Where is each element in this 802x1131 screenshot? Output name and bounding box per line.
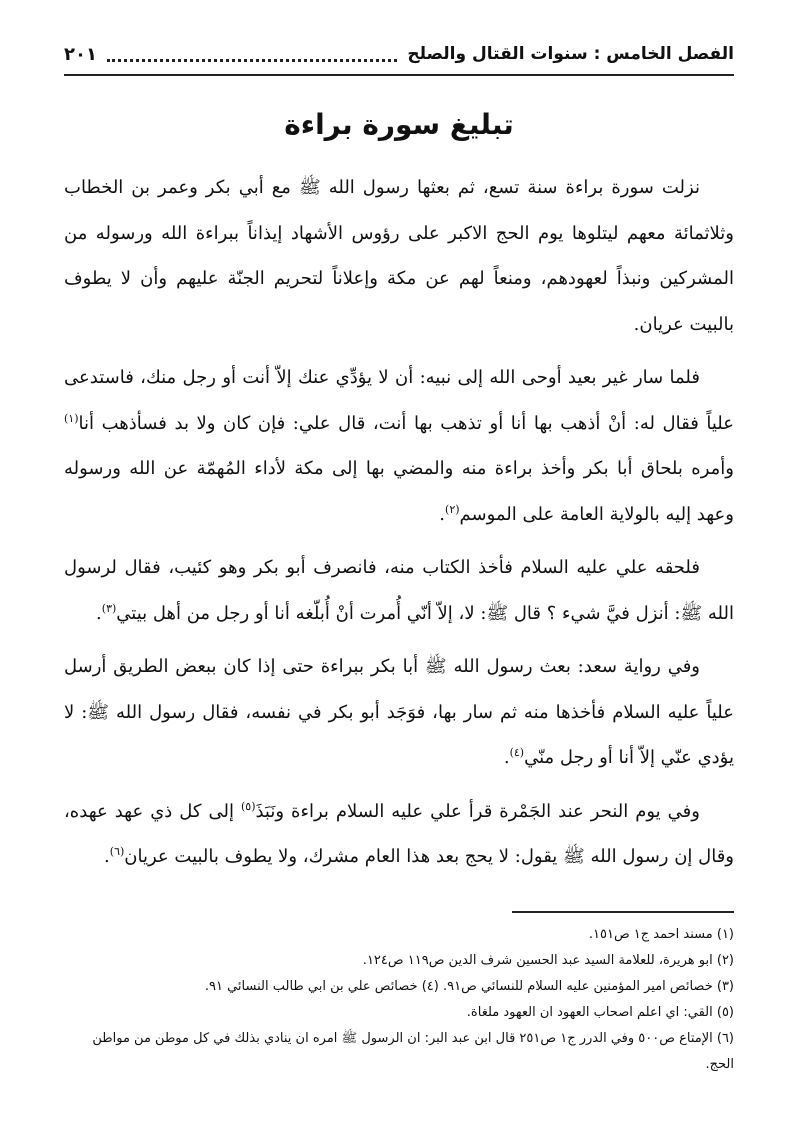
paragraph-text: وأمره بلحاق أبا بكر وأخذ براءة منه والمضي بها إلى مكة لأداء المُهمّة عن الله ورسوله وعهد إليه بالولاية العامة على الموسم <box>64 458 734 525</box>
paragraph <box>64 789 734 880</box>
footnote: (٢) ابو هريرة، للعلامة السيد عبد الحسين شرف الدين ص١١٩ ص١٢٤. <box>362 953 734 968</box>
paragraph-text: فلما سار غير بعيد أوحى الله إلى نبيه: أن لا يؤدِّي عنك إلاّ أنت أو رجل منك، فاستدعى علياً فقال له: أنْ أذهب بها أنا أو تذهب بها أنت، قال علي: فإن كان ولا بد فسأذهب أنا <box>64 367 734 434</box>
footnote-rule <box>512 911 734 913</box>
paragraph <box>64 545 734 636</box>
paragraph-text: . <box>439 503 446 525</box>
running-header <box>64 34 734 74</box>
footnote: (٦) الإمتاع ص٥٠٠ وفي الدرر ج١ ص٢٥١ قال ابن عبد البر: ان الرسول ﷺ امره ان ينادي بذلك في كل موطن من مواطن الحج. <box>92 1031 734 1072</box>
footnote: (١) مسند احمد ج١ ص١٥١. <box>588 927 734 942</box>
paragraph-text: . <box>503 747 510 768</box>
paragraph-text: وفي رواية سعد: بعث رسول الله ﷺ أبا بكر ببراءة حتى إذا كان ببعض الطريق أرسل علياً عليه السلام فأخذها منه ثم سار بها، فوَجَد أبو بكر في نفسه، فقال رسول الله ﷺ: لا يؤدي عنّي إلاّ أنا أو رجل منّي <box>64 656 734 768</box>
leader-dots <box>107 47 397 62</box>
paragraph-text: نزلت سورة براءة سنة تسع، ثم بعثها رسول الله ﷺ مع أبي بكر وعمر بن الخطاب وثلاثمائة معهم ليتلوها يوم الحج الاكبر على رؤوس الأشهاد إيذاناً ببراءة الله ورسوله من المشركين ونبذاً لعهودهم، ومنعاً لهم عن مكة وإعلاناً لتحريم الجنّة عليهم وأن لا يطوف بالبيت عريان. <box>64 177 734 335</box>
footnote-ref: (٣) <box>101 601 117 615</box>
footnote-ref: (٢) <box>445 502 460 516</box>
footnote-ref: (١) <box>64 411 79 425</box>
footnote: (٥) القي: اي اعلم اصحاب العهود ان العهود ملغاة. <box>466 1005 734 1020</box>
header-rule <box>64 74 734 76</box>
paragraph <box>64 644 734 781</box>
footnote-ref: (٥) <box>240 799 256 813</box>
paragraph-text: وفي يوم النحر عند الجَمْرة قرأ علي عليه السلام براءة ونَبَذَ <box>255 800 700 822</box>
body-text <box>64 165 734 888</box>
footnote-ref: (٦) <box>109 845 125 858</box>
footnotes <box>64 922 734 1078</box>
section-title: تبليغ سورة براءة <box>284 108 514 141</box>
running-title: الفصل الخامس : سنوات القتال والصلح <box>407 44 734 64</box>
paragraph-text: إلى كل ذي عهد عهده، وقال إن رسول الله ﷺ يقول: لا يحج بعد هذا العام مشرك، ولا يطوف بالبيت عريان <box>64 800 734 867</box>
paragraph <box>64 355 734 537</box>
paragraph-text: فلحقه علي عليه السلام فأخذ الكتاب منه، فانصرف أبو بكر وهو كئيب، فقال لرسول الله ﷺ: أنزل فيَّ شيء ؟ قال ﷺ: لا، إلاّ أنّي أُمرت أنْ أُبلّغه أنا أو رجل من أهل بيتي <box>64 557 734 624</box>
footnote-ref: (٤) <box>509 746 525 759</box>
page-number: ٢٠١ <box>64 43 97 65</box>
paragraph <box>64 165 734 347</box>
paragraph-text: . <box>96 602 102 624</box>
paragraph-text: . <box>104 846 110 867</box>
footnote: (٣) خصائص امير المؤمنين عليه السلام للنسائي ص٩١. (٤) خصائص علي بن ابي طالب النسائي ٩١. <box>204 979 734 994</box>
